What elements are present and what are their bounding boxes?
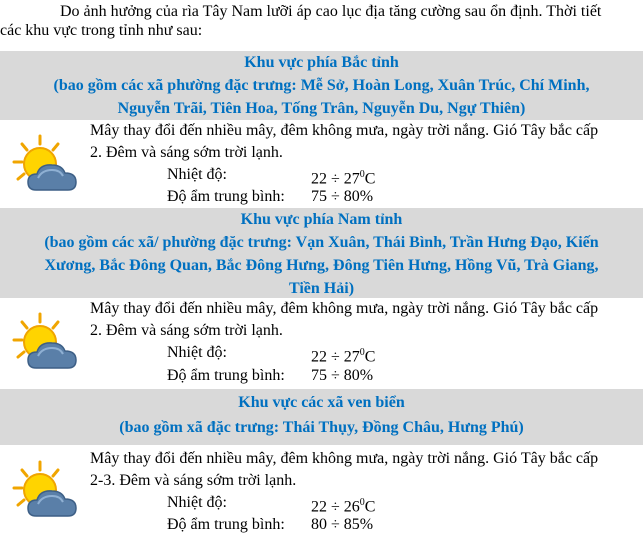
region-title: Khu vực các xã ven biển — [238, 394, 405, 411]
temperature-label: Nhiệt độ: — [167, 344, 227, 361]
forecast-block-north — [0, 120, 643, 208]
humidity-label: Độ ẩm trung bình: — [167, 188, 285, 205]
forecast-description-line: 2. Đêm và sáng sớm trời lạnh. — [90, 144, 283, 161]
sun-behind-cloud-icon — [10, 312, 82, 374]
region-header-north — [0, 51, 643, 120]
humidity-value: 80 ÷ 85% — [311, 516, 374, 533]
humidity-value: 75 ÷ 80% — [311, 367, 374, 384]
region-title: Khu vực phía Bắc tỉnh — [244, 54, 399, 71]
forecast-description-line: 2. Đêm và sáng sớm trời lạnh. — [90, 322, 283, 339]
region-header-coastal — [0, 389, 643, 445]
region-subtitle-line: Tiền Hải) — [288, 280, 355, 297]
temperature-value: $22 \div 27^0C$ — [311, 169, 376, 188]
intro-line-2: các khu vực trong tỉnh như sau: — [0, 22, 203, 39]
humidity-value: 75 ÷ 80% — [311, 188, 374, 205]
sun-behind-cloud-icon — [10, 460, 82, 522]
temperature-label: Nhiệt độ: — [167, 166, 227, 183]
forecast-description-line: 2-3. Đêm và sáng sớm trời lạnh. — [90, 472, 297, 489]
forecast-block-coastal — [0, 448, 643, 540]
region-subtitle-line: (bao gồm các xã phường đặc trưng: Mễ Sở, Hoàn Long, Xuân Trúc, Chí Minh, — [53, 77, 590, 94]
region-subtitle-line: (bao gồm các xã/ phường đặc trưng: Vạn Xuân, Thái Bình, Trần Hưng Đạo, Kiến — [44, 234, 599, 251]
humidity-label: Độ ẩm trung bình: — [167, 516, 285, 533]
region-subtitle-line: (bao gồm xã đặc trưng: Thái Thụy, Đồng Châu, Hưng Phú) — [119, 419, 524, 436]
region-title: Khu vực phía Nam tỉnh — [240, 211, 403, 228]
region-subtitle-line: Nguyễn Trãi, Tiên Hoa, Tống Trân, Nguyễn Du, Ngự Thiên) — [117, 100, 526, 117]
forecast-block-south — [0, 298, 643, 388]
region-header-south — [0, 208, 643, 298]
forecast-description-line: Mây thay đổi đến nhiều mây, đêm không mưa, ngày trời nắng. Gió Tây bắc cấp — [90, 122, 599, 139]
intro-line-1: Do ảnh hưởng của rìa Tây Nam lưỡi áp cao lục địa tăng cường sau ổn định. Thời tiết — [60, 3, 602, 20]
temperature-label: Nhiệt độ: — [167, 494, 227, 511]
region-subtitle-line: Xương, Bắc Đông Quan, Bắc Đông Hưng, Đông Tiên Hưng, Hồng Vũ, Trà Giang, — [44, 257, 599, 274]
forecast-description-line: Mây thay đổi đến nhiều mây, đêm không mưa, ngày trời nắng. Gió Tây bắc cấp — [90, 450, 599, 467]
temperature-value: $22 \div 27^0C$ — [311, 347, 376, 366]
humidity-label: Độ ẩm trung bình: — [167, 367, 285, 384]
temperature-value: $22 \div 26^0C$ — [311, 497, 376, 516]
forecast-description-line: Mây thay đổi đến nhiều mây, đêm không mưa, ngày trời nắng. Gió Tây bắc cấp — [90, 300, 599, 317]
sun-behind-cloud-icon — [10, 134, 82, 196]
